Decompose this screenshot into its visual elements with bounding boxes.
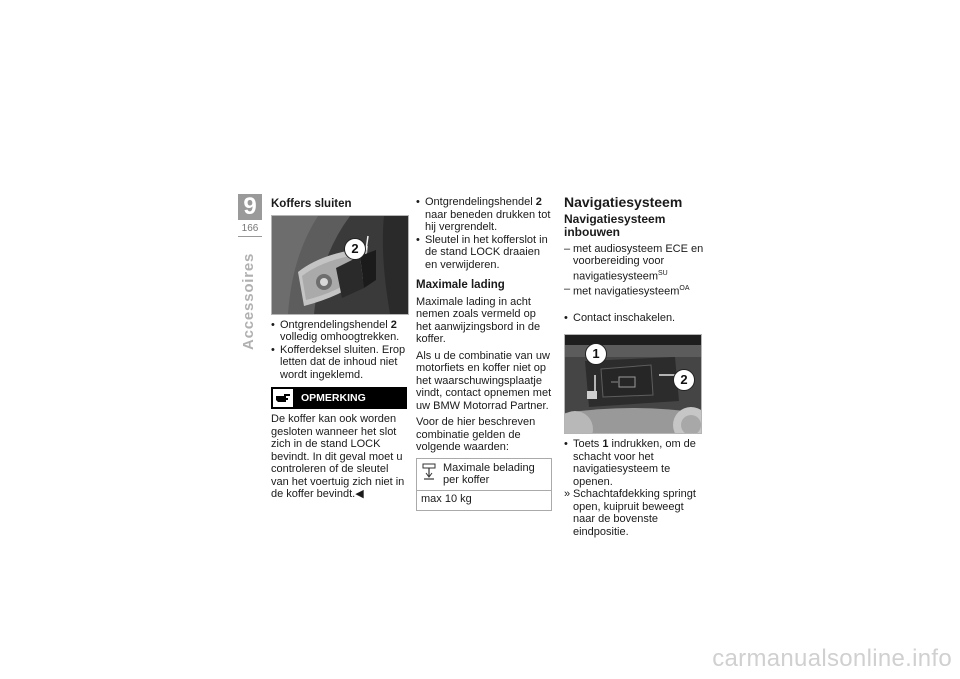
case-lever-photo — [271, 215, 409, 315]
bullet-marker: • — [564, 311, 568, 324]
ignition-step — [564, 312, 704, 325]
paragraph-1: Maximale lading in acht nemen zoals vermeld op het aanwijzingsbord in de koffer. — [416, 295, 541, 345]
section-heading-koffers-sluiten: Koffers sluiten — [271, 198, 352, 210]
dash-marker: – — [564, 242, 571, 255]
callout-2: 2 — [344, 238, 366, 260]
callout-1: 1 — [585, 343, 607, 365]
paragraph-3: Voor de hier beschreven combinatie gelden de volgende waarden: — [416, 416, 536, 453]
callout-2: 2 — [673, 369, 695, 391]
column-koffers-sluiten — [271, 194, 407, 501]
bullet-marker: • — [416, 196, 420, 208]
dash-marker: – — [564, 282, 571, 295]
step-ignition-on: • Contact inschakelen. — [564, 311, 676, 324]
section-heading-maximale-lading: Maximale lading — [416, 279, 505, 291]
bullet-marker: • — [416, 233, 420, 246]
load-table-label: Maximale belading per koffer — [443, 461, 535, 486]
equipment-item-audio: – met audiosysteem ECE en voorbereiding voor navigatiesysteem$^{SU}$ — [564, 242, 704, 283]
equipment-list — [564, 243, 704, 298]
step-close-lid: • Kofferdeksel sluiten. Erop letten dat de inhoud niet wordt ingeklemd. — [271, 343, 406, 381]
step-pull-lever: • Ontgrendelingshendel 2 volledig omhoogtrekken. — [271, 318, 400, 343]
watermark: carmanualsonline.info — [712, 645, 952, 672]
weight-icon — [421, 462, 443, 487]
page-number: 166 — [241, 223, 259, 234]
bullet-marker: • — [271, 343, 275, 356]
chapter-tab — [238, 194, 262, 237]
load-table — [416, 458, 552, 512]
result-cover-opens: » Schachtafdekking springt open, kuipruit beweegt naar de bovenste eindpositie. — [564, 488, 696, 538]
bullet-marker: • — [564, 438, 568, 451]
column-navigatiesysteem — [564, 194, 704, 538]
chapter-number: 9 — [238, 194, 262, 220]
navigation-shaft-photo — [564, 334, 702, 434]
pointing-hand-icon — [273, 389, 293, 407]
equipment-item-navigation: – met navigatiesysteem$^{OA}$ — [564, 282, 690, 298]
case-lever-illustration — [272, 216, 408, 314]
opening-steps-list — [564, 438, 704, 538]
step-press-lever: • Ontgrendelingshendel 2 naar beneden drukken tot hij vergrendelt. — [416, 196, 551, 233]
note-banner — [271, 387, 407, 409]
step-press-button: • Toets 1 indrukken, om de schacht voor het navigatiesysteem te openen. — [564, 438, 696, 488]
end-mark: ◀ — [355, 488, 364, 500]
load-table-header — [417, 459, 551, 491]
column-maximale-lading — [416, 194, 552, 511]
bullet-marker: • — [271, 318, 275, 331]
locking-steps-list — [416, 196, 552, 271]
section-label: Accessoires — [240, 252, 257, 350]
note-text: De koffer kan ook worden gesloten wanneer het slot zich in de stand LOCK bevindt. In dit geval moet u controleren of de sleutel van het voertuig zich niet in de koffer bevindt.◀ — [271, 413, 405, 500]
chapter-title: Navigatiesysteem — [564, 194, 683, 210]
closing-steps-list — [271, 319, 407, 382]
page-number-rule — [238, 236, 262, 237]
load-table-value: max 10 kg — [421, 492, 472, 505]
note-title: OPMERKING — [301, 391, 366, 404]
paragraph-2: Als u de combinatie van uw motorfiets en koffer niet op het waarschuwingsplaatje vindt, contact opnemen met uw BMW Motorrad Partner. — [416, 349, 552, 412]
sub-heading: Navigatiesysteem inbouwen — [564, 211, 666, 239]
step-turn-key: • Sleutel in het kofferslot in de stand LOCK draaien en verwijderen. — [416, 233, 548, 271]
result-marker: » — [564, 488, 571, 501]
